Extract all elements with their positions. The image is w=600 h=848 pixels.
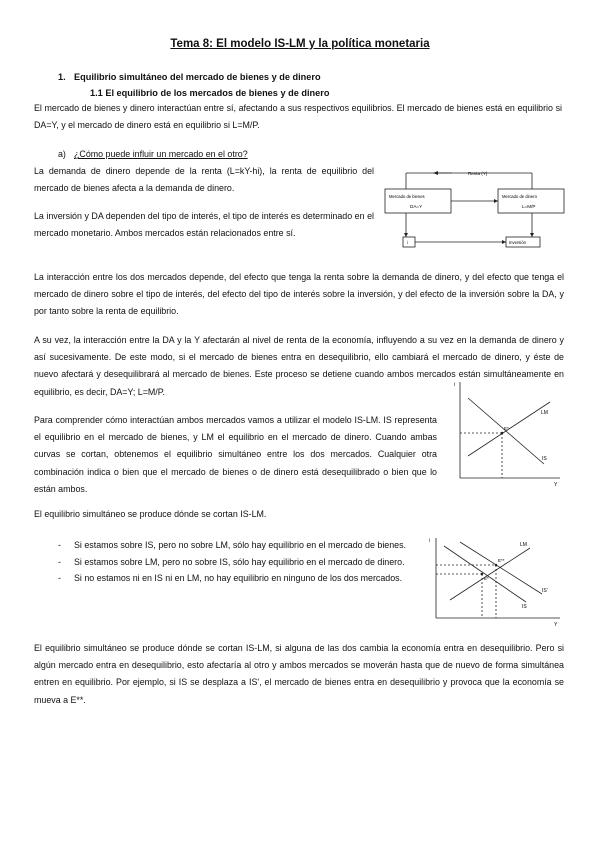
question-text: ¿Cómo puede influir un mercado en el otro?: [74, 149, 248, 159]
is-curve: [468, 398, 544, 464]
paragraph-feedback: A su vez, la interacción entre la DA y la Y afectarán al nivel de renta de la economía, influyendo a su vez en la demanda de dinero y así sucesivamente. De este modo, si el mercado de bienes entra en desequilibrio, ello cambiará el mercado de dinero, y éste de nuevo afectará y desequilibrará al mercado de bienes. Este proceso se detiene cuando ambos mercados están simultáneamente en equilibrio, es decir, DA=Y; L=M/P.: [34, 335, 564, 397]
is-label: IS: [522, 604, 527, 610]
investment-box-label: Inversión: [509, 240, 526, 245]
axis-i-label: i: [454, 382, 456, 388]
renta-label: Renta (Y): [468, 171, 488, 176]
section-number: 1.: [58, 72, 66, 82]
paragraph-equilibrium: El equilibrio simultáneo se produce dónde se cortan IS-LM.: [34, 509, 267, 519]
new-equilibrium-label: E**: [498, 558, 505, 563]
section-heading: Equilibrio simultáneo del mercado de bienes y de dinero: [74, 72, 321, 82]
is-shift-graph: [420, 532, 568, 628]
goods-market-equation: DA=Y: [410, 204, 423, 209]
axis-y-label: Y: [554, 622, 558, 628]
is-shifted-label: IS': [542, 588, 548, 594]
lm-label: LM: [541, 410, 548, 416]
is-lm-graph: [446, 378, 568, 490]
interest-box-label: i: [407, 240, 408, 245]
is-label: IS: [542, 456, 547, 462]
paragraph-interaction: La interacción entre los dos mercados depende, del efecto que tenga la renta sobre la demanda de dinero, y del efecto que tenga el mercado de dinero sobre el tipo de interés, del efecto del tipo de interés sobre la inversión, y del efecto de la inversión sobre la DA, y por tanto sobre la renta de equilibrio.: [34, 272, 564, 317]
paragraph-shift: El equilibrio simultáneo se produce dónde se cortan IS-LM, si alguna de las dos cambia la economía entra en desequilibrio. Pero si algún mercado entra en desequilibrio, esto afectaría al otro y ambos mercados se moverán hasta que de nuevo de forma simultánea entren en equilibrio. Por ejemplo, si IS se desplaza a IS', el mercado de bienes entra en desequilibrio y provoca que la economía se mueva a E**.: [34, 643, 564, 705]
paragraph-investment: La inversión y DA dependen del tipo de interés, el tipo de interés es determinado en el mercado monetario. Ambos mercados están relacionados entre sí.: [34, 211, 374, 239]
lm-curve: [468, 402, 550, 456]
page-title: Tema 8: El modelo IS-LM y la política monetaria: [170, 38, 430, 50]
equilibrium-label: E*: [484, 576, 489, 581]
axis-y-label: Y: [554, 482, 558, 488]
money-market-equation: L=M/P: [522, 204, 536, 209]
question-letter: a): [58, 149, 66, 159]
bullet-item: - Si estamos sobre IS, pero no sobre LM, sólo hay equilibrio en el mercado de bienes.: [58, 538, 414, 554]
goods-market-title: Mercado de bienes: [389, 194, 425, 199]
equilibrium-bullets: [58, 538, 414, 588]
paragraph-intro: El mercado de bienes y dinero interactúan entre sí, afectando a sus respectivos equilibrios. El mercado de bienes está en equilibrio si DA=Y, y el mercado de dinero está en equilibrio si L=M/P.: [34, 103, 562, 131]
axis-i-label: i: [429, 538, 431, 544]
market-interaction-diagram: [382, 163, 567, 255]
equilibrium-label: E*: [504, 426, 509, 431]
paragraph-is-lm-model: Para comprender cómo interactúan ambos mercados vamos a utilizar el modelo IS-LM. IS representa el equilibrio en el mercado de bienes, y LM el equilibrio en el mercado de dinero. Cuando ambas curvas se cortan, obtenemos el equilibrio simultáneo entre los dos mercados. Cualquier otra combinación indica o bien que el mercado de bienes o de dinero está desequilibrado o bien que lo están ambos.: [34, 415, 437, 494]
paragraph-money-demand: La demanda de dinero depende de la renta (L=kY-hi), la renta de equilibrio del mercado de bienes afecta a la demanda de dinero.: [34, 166, 374, 194]
is-shifted-curve: [460, 542, 542, 594]
bullet-item: - Si estamos sobre LM, pero no sobre IS, sólo hay equilibrio en el mercado de dinero.: [58, 555, 414, 571]
lm-label: LM: [520, 542, 527, 548]
subsection-heading: 1.1 El equilibrio de los mercados de bienes y de dinero: [90, 88, 330, 98]
money-market-title: Mercado de dinero: [502, 194, 537, 199]
bullet-item: - Si no estamos ni en IS ni en LM, no hay equilibrio en ninguno de los dos mercados.: [58, 571, 414, 587]
